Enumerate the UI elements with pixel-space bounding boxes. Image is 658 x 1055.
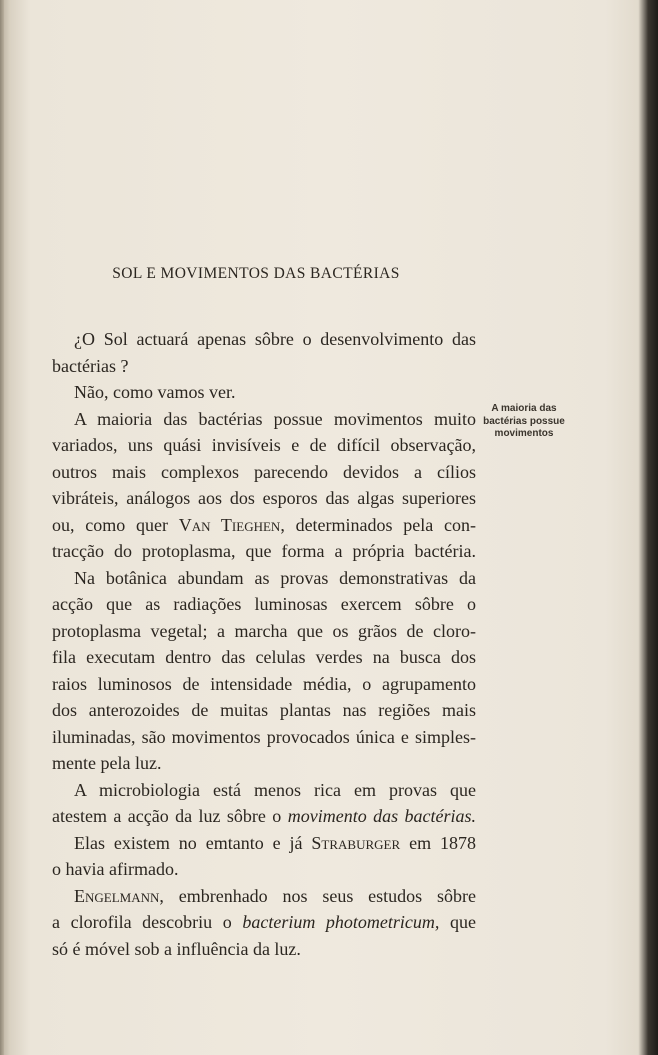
text-line: outros mais complexos parecendo devidos a cílios — [52, 461, 476, 482]
text-run: Elas existem no emtanto e já — [74, 832, 312, 853]
paragraph-2 — [52, 379, 476, 406]
italic-phrase: bacterium photometricum, — [242, 912, 440, 932]
paragraph-6 — [52, 830, 476, 883]
page-gutter — [0, 0, 4, 1055]
text-line: dos anterozoides de muitas plantas nas regiões mais — [52, 700, 476, 720]
text-line: raios luminosos de intensidade média, o agrupamento — [52, 673, 476, 694]
text-run: a clorofila descobriu o — [52, 912, 243, 932]
text-line: variados, uns quási invisíveis e de difícil observação, — [52, 435, 476, 455]
text-line: iluminadas, são movimentos provocados única e simples- — [52, 726, 476, 747]
paragraph-4 — [52, 565, 476, 777]
text-line: só é móvel sob a influência da luz. — [52, 938, 301, 959]
text-line: tracção do protoplasma, que forma a própria bactéria. — [52, 541, 476, 561]
chapter-heading: SOL E MOVIMENTOS DAS BACTÉRIAS — [112, 265, 400, 282]
margin-note: A maioria das bactérias possue movimentos — [483, 403, 565, 439]
text-line: ¿O Sol actuará apenas sôbre o desenvolvimento das — [74, 329, 476, 349]
text-run: que — [439, 912, 477, 932]
text-line: Na botânica abundam as provas demonstrativas da — [74, 567, 476, 588]
text-line: protoplasma vegetal; a marcha que os grãos de cloro- — [52, 620, 476, 641]
paragraph-1 — [52, 326, 476, 379]
author-name: Engelmann — [74, 885, 160, 906]
text-run: , embrenhado nos seus estudos sôbre — [159, 885, 476, 906]
text-line — [52, 909, 476, 936]
text-line — [52, 883, 476, 910]
text-run: atestem a acção da luz sôbre o — [52, 806, 288, 826]
paragraph-5 — [52, 777, 476, 830]
text-line — [52, 512, 476, 539]
text-run: , determinados pela con- — [280, 514, 476, 535]
paragraph-7 — [52, 883, 476, 963]
text-line: acção que as radiações luminosas exercem sôbre o — [52, 594, 476, 614]
body-text — [52, 326, 476, 962]
italic-phrase: movimento das bactérias. — [287, 806, 476, 826]
text-line: A microbiologia está menos rica em provas que — [74, 779, 476, 800]
text-line: mente pela luz. — [52, 753, 162, 773]
text-line: vibráteis, análogos aos dos esporos das algas superiores — [52, 488, 476, 508]
paragraph-3 — [52, 406, 476, 565]
text-line — [52, 830, 476, 857]
text-run: em 1878 — [400, 832, 476, 853]
text-line: o havia afirmado. — [52, 859, 179, 879]
text-line: fila executam dentro das celulas verdes na busca dos — [52, 647, 476, 667]
text-line: A maioria das bactérias possue movimentos muito — [74, 408, 476, 429]
author-name: Van Tieghen — [178, 514, 281, 535]
text-line: bactérias ? — [52, 355, 129, 376]
text-line — [52, 803, 476, 830]
text-line: Não, como vamos ver. — [74, 382, 236, 402]
text-run: ou, como quer — [52, 514, 179, 535]
author-name: Straburger — [311, 832, 401, 853]
